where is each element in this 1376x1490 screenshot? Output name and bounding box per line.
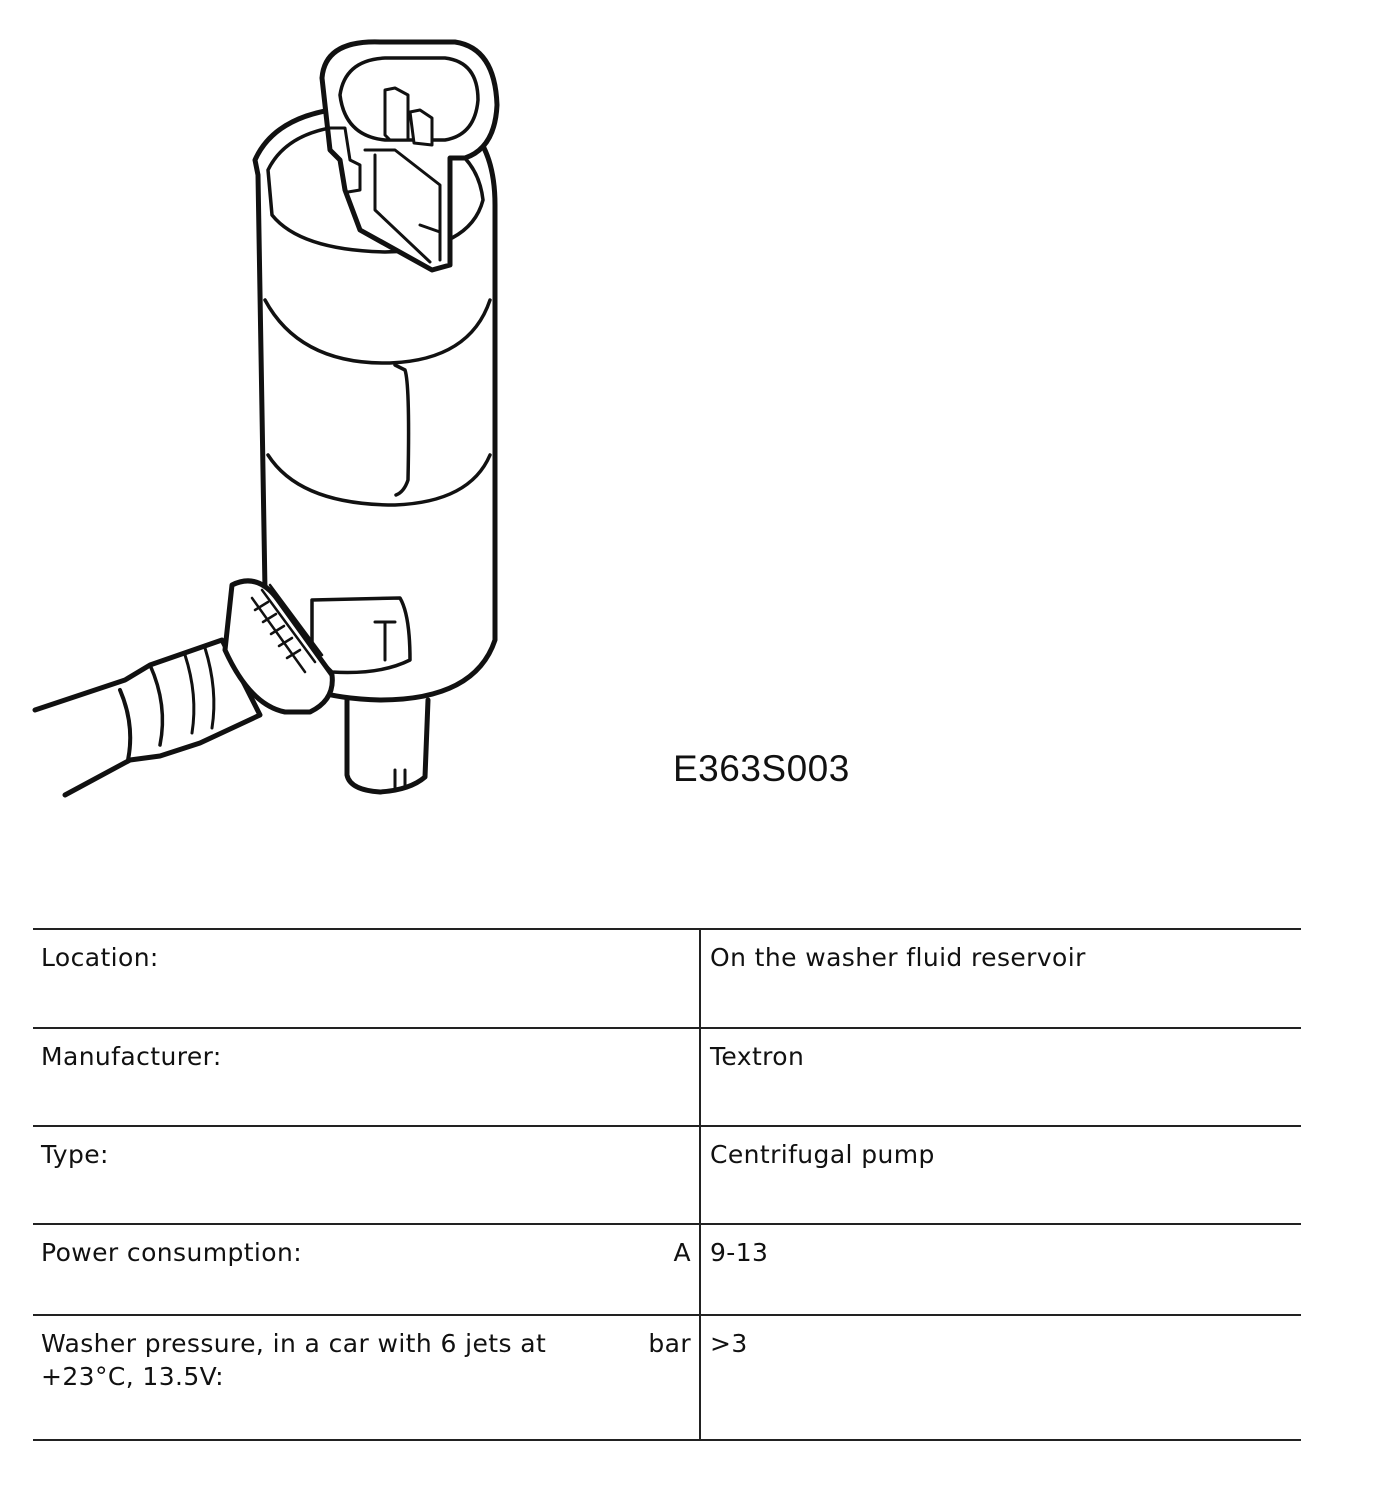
spec-label-cell xyxy=(33,1028,700,1126)
spec-table xyxy=(33,928,1301,1441)
spec-label: Location: xyxy=(41,943,159,972)
table-row xyxy=(33,929,1301,1028)
spec-label: Power consumption: xyxy=(41,1238,303,1267)
spec-value: Textron xyxy=(700,1028,1301,1126)
table-row xyxy=(33,1315,1301,1440)
spec-value: >3 xyxy=(700,1315,1301,1440)
spec-label-cell xyxy=(33,929,700,1028)
washer-pump-illustration xyxy=(30,35,530,805)
spec-unit: bar xyxy=(648,1329,691,1358)
spec-label-cell xyxy=(33,1224,700,1315)
figure-code: E363S003 xyxy=(673,748,850,789)
table-row xyxy=(33,1224,1301,1315)
spec-value: Centrifugal pump xyxy=(700,1126,1301,1224)
spec-label: Manufacturer: xyxy=(41,1042,222,1071)
spec-unit: A xyxy=(673,1238,691,1267)
table-row xyxy=(33,1028,1301,1126)
spec-value: 9-13 xyxy=(700,1224,1301,1315)
spec-label-cell xyxy=(33,1126,700,1224)
spec-label-cell xyxy=(33,1315,700,1440)
table-row xyxy=(33,1126,1301,1224)
spec-value: On the washer fluid reservoir xyxy=(700,929,1301,1028)
spec-label: Washer pressure, in a car with 6 jets at +23°C, 13.5V: xyxy=(41,1329,547,1391)
spec-label: Type: xyxy=(41,1140,109,1169)
